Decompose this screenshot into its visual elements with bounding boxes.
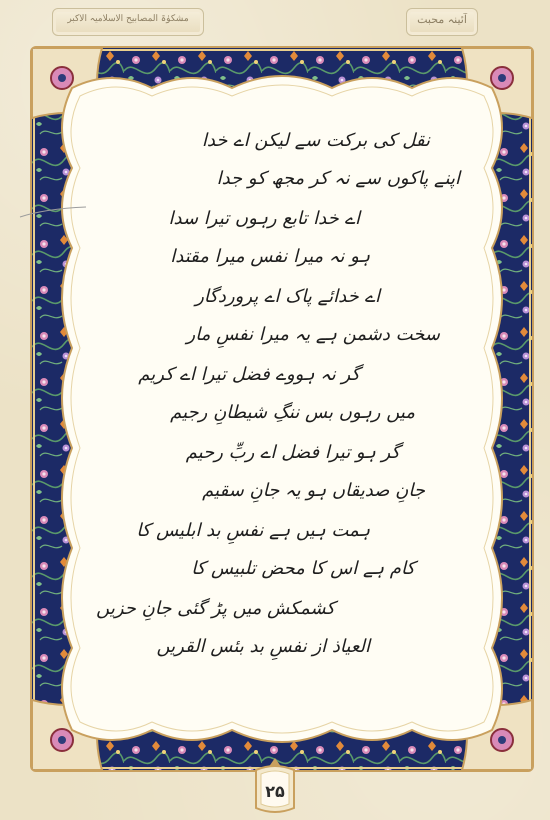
page-number: ۲۵ <box>265 782 285 801</box>
poem-line: گر نہ ہووے فضل تیرا اے کریم <box>138 364 360 385</box>
poem-line: سخت دشمن ہے یہ میرا نفسِ مار <box>186 324 440 345</box>
header-right-title: آئینہ محبت <box>417 13 467 26</box>
poem-block <box>90 110 470 710</box>
poem-line: کام ہے اس کا محض تلبیس کا <box>191 558 415 579</box>
poem-line: نقل کی برکت سے لیکن اے خدا <box>201 130 430 151</box>
margin-pencil-stroke <box>18 205 88 219</box>
poem-line: کشمکش میں پڑ گئی جانِ حزیں <box>96 598 335 619</box>
poem-line: اے خدا تابع رہوں تیرا سدا <box>168 208 360 229</box>
poem-line: ہو نہ میرا نفس میرا مقتدا <box>170 246 370 267</box>
page-number-tab <box>250 758 300 816</box>
poem-line: جانِ صدیقاں ہو یہ جانِ سقیم <box>202 480 425 501</box>
poem-line: اپنے پاکوں سے نہ کر مجھ کو جدا <box>216 168 460 189</box>
poem-line: اے خدائے پاک اے پروردگار <box>195 286 380 307</box>
poem-line: گر ہو تیرا فضل اے ربِّ رحیم <box>185 442 400 463</box>
header-left-cartouche <box>52 8 204 36</box>
poem-line: ہمت ہیں ہے نفسِ بد ابلیس کا <box>136 520 370 541</box>
poem-line: میں رہوں بس ننگِ شیطانِ رجیم <box>170 402 415 423</box>
header-left-title: مشکوٰۃ المصابیح الاسلامیہ الاکبر <box>67 14 189 24</box>
header-right-cartouche <box>406 8 478 36</box>
poem-line: العیاذ از نفسِ بد بئس القریں <box>156 636 370 657</box>
